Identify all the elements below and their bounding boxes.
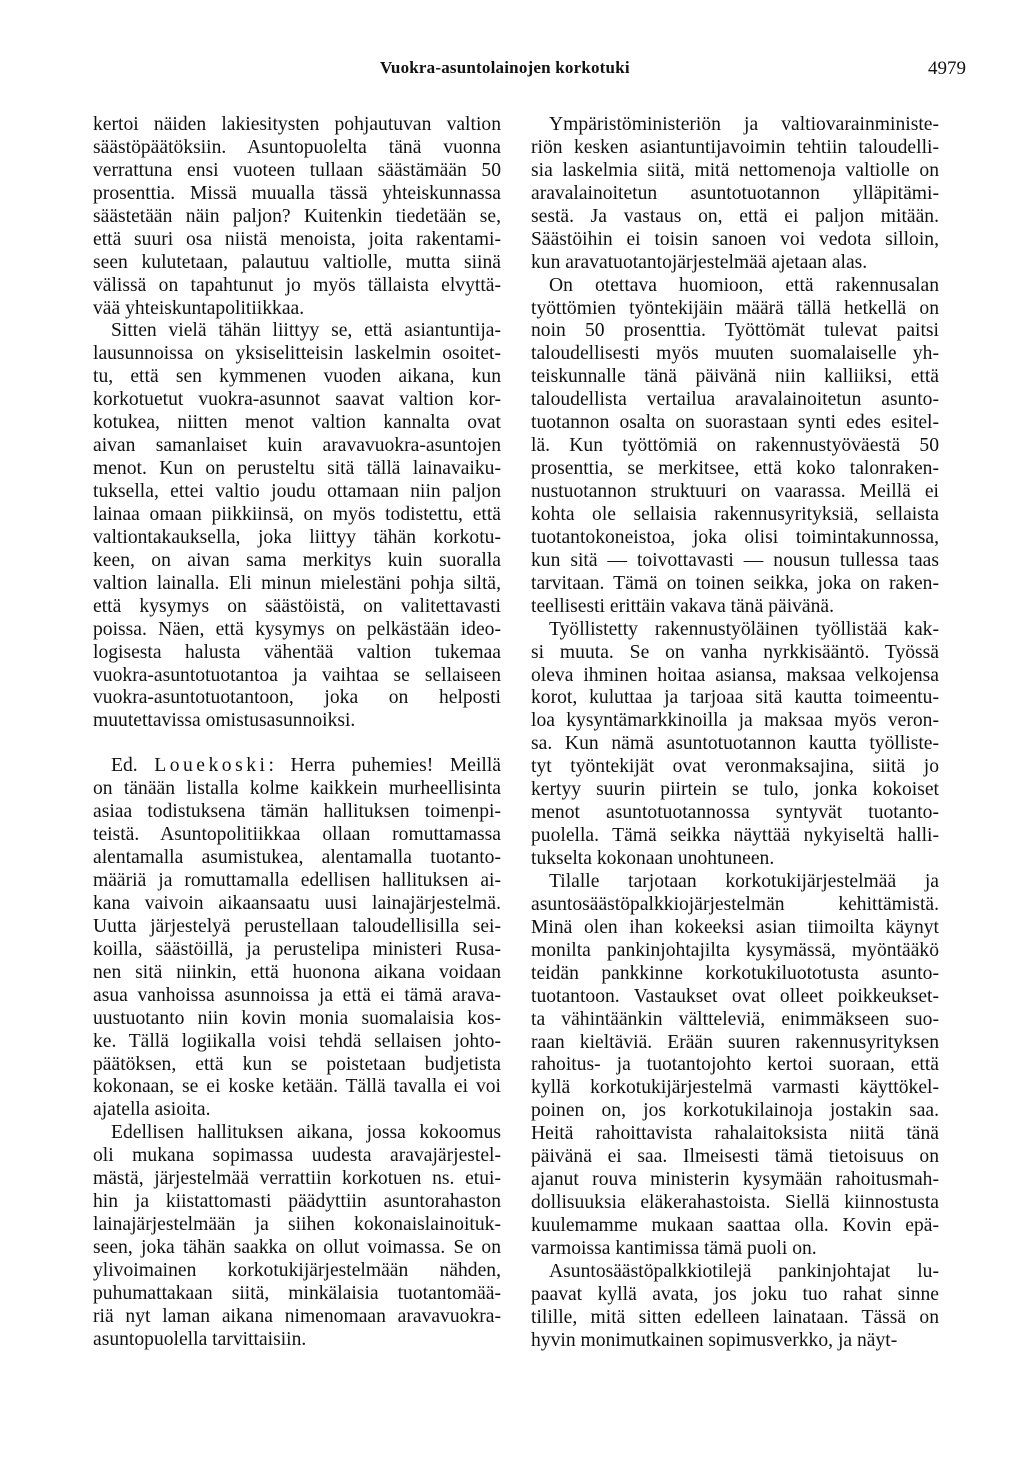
text-line: On otettava huomioon, että rakennusalan <box>549 274 939 296</box>
text-line: sestä. Ja vastaus on, että ei paljon mitään. <box>531 205 939 227</box>
paragraph <box>531 871 939 1261</box>
text-line: teellisesti erittäin vakava tänä päivänä. <box>531 595 835 617</box>
text-line: seen kulutetaan, palautuu valtiolle, mutta siinä <box>93 251 501 273</box>
text-line: tyt työntekijät ovat veronmaksajina, siitä jo <box>531 756 939 778</box>
text-line: seen, joka tähän saakka on ollut voimassa. Se on <box>93 1237 501 1258</box>
text-line: kokonaan, se ei koske ketään. Tällä tavalla ei voi <box>93 1076 501 1098</box>
text-line: teidän pankkinne korkotukiluototusta asunto- <box>531 962 939 984</box>
text-line: poissa. Näen, että kysymys on pelkästään ideo- <box>93 618 501 640</box>
text-line: Minä olen ihan kokeeksi asian tiimoilta käynyt <box>531 916 939 938</box>
text-line: valtion lainalla. Eli minun mielestäni pohja siltä, <box>93 572 501 594</box>
text-line: prosenttia. Missä muualla tässä yhteiskunnassa <box>93 182 501 204</box>
text-line: työttömien työntekijäin määrä tällä hetkellä on <box>531 297 939 319</box>
text-line: vuokra-asuntotuotantoon, joka on helposti <box>93 687 501 709</box>
text-line: Sitten vielä tähän liittyy se, että asiantuntija- <box>111 320 501 342</box>
speaker-opening: : Herra puhemies! Meillä <box>268 755 501 777</box>
text-line: lausunnoissa on yksiselitteisin laskelmin osoitet- <box>93 343 501 365</box>
paragraph <box>93 778 501 1122</box>
text-line: ylivoimainen korkotukijärjestelmään nähden, <box>93 1259 501 1281</box>
text-line: kana vaivoin aikaansaatu uusi lainajärjestelmä. <box>93 892 501 914</box>
left-column <box>93 114 501 1352</box>
text-line: Ympäristöministeriön ja valtiovarainministe- <box>549 114 939 135</box>
text-line: mästä, järjestelmää verrattiin korkotuen ns. etui- <box>93 1168 501 1190</box>
text-line: tarvitaan. Tämä on toinen seikka, joka on raken- <box>531 572 939 594</box>
paragraph-gap <box>93 733 501 755</box>
text-line: puhumattakaan siitä, minkälaisia tuotantomää- <box>93 1282 501 1304</box>
text-line: paavat kyllä avata, jos joku tuo rahat sinne <box>531 1283 939 1305</box>
text-line: prosenttia, se merkitsee, että koko talonraken- <box>531 458 939 480</box>
text-line: säästöpäätöksiin. Asuntopuolelta tänä vuonna <box>93 136 501 158</box>
text-line: logisesta halusta vähentää valtion tukemaa <box>93 641 501 663</box>
text-line: asuntosäästöpalkkiojärjestelmän kehittämistä. <box>531 893 939 915</box>
text-line: lä. Kun työttömiä on rakennustyöväestä 50 <box>531 435 939 457</box>
text-line: kohta ole sellaisia rakennusyrityksiä, sellaista <box>531 503 939 525</box>
text-line: menot asuntotuotannossa syntyvät tuotanto- <box>531 802 939 824</box>
text-line: Edellisen hallituksen aikana, jossa kokoomus <box>111 1122 501 1144</box>
text-line: koilla, säästöillä, ja perustelipa ministeri Rusa- <box>93 938 501 960</box>
text-line: poinen on, jos korkotukilainoja jostakin saa. <box>531 1100 939 1122</box>
text-line: tuksella, ettei valtio joudu ottamaan niin paljon <box>93 481 501 502</box>
text-line: muutettavissa omistusasunnoiksi. <box>93 710 356 732</box>
text-line: Säästöihin ei toisin sanoen voi vedota silloin, <box>531 228 939 250</box>
text-line: asiaa todistuksena tämän hallituksen toimenpi- <box>93 801 501 823</box>
text-line: kyllä korkotukijärjestelmä varmasti käyttökel- <box>531 1077 939 1099</box>
text-line: si muuta. Se on vanha nyrkkisääntö. Työssä <box>531 641 939 663</box>
text-line: kun aravatuotantojärjestelmää ajetaan alas. <box>531 251 868 273</box>
text-line: tuotantokoneistoa, joka olisi toimintakunnossa, <box>531 526 939 548</box>
speaker-intro <box>93 755 501 778</box>
right-column <box>531 114 939 1353</box>
text-line: Uutta järjestelyä perustellaan taloudellisilla sei- <box>93 915 501 937</box>
text-line: kotukea, niitten menot valtion kannalta ovat <box>93 412 501 434</box>
text-line: sa. Kun nämä asuntotuotannon kautta työlliste- <box>531 733 939 755</box>
text-line: Heitä rahoittavista rahalaitoksista niitä tänä <box>531 1123 939 1145</box>
text-line: että kysymys on säästöistä, on valitettavasti <box>93 595 501 617</box>
paragraph <box>531 1261 939 1353</box>
text-line: on tänään listalla kolme kaikkein murheellisinta <box>93 778 501 800</box>
text-line: hin ja kiistattomasti päädyttiin asuntorahaston <box>93 1191 501 1213</box>
paragraph <box>93 114 501 320</box>
text-line: teiskunnalle tänä päivänä niin kalliiksi, että <box>531 366 939 388</box>
text-line: teistä. Asuntopolitiikkaa ollaan romuttamassa <box>93 824 501 846</box>
text-line: tuotantoon. Vastaukset ovat olleet poikkeukset- <box>531 985 939 1007</box>
speaker-prefix: Ed. <box>111 755 138 777</box>
text-line: vää yhteiskuntapolitiikkaa. <box>93 297 305 319</box>
text-line: ajanut rouva ministerin kysymään rahoitusmah- <box>531 1169 939 1191</box>
text-line: aivan samanlaiset kuin aravavuokra-asuntojen <box>93 435 501 457</box>
text-line: kun sitä — toivottavasti — nousun tullessa taas <box>531 549 939 571</box>
text-line: kertyy suurin piirtein se tulo, jonka kokoiset <box>531 779 939 801</box>
text-line: vuokra-asuntotuotantoa ja vaihtaa se sellaiseen <box>93 664 501 686</box>
text-line: hyvin monimutkainen sopimusverkko, ja näyt- <box>531 1329 898 1351</box>
text-line: tukselta kokonaan unohtuneen. <box>531 848 775 869</box>
text-line: päivänä ei saa. Ilmeisesti tämä tietoisuus on <box>531 1146 939 1168</box>
text-line: taloudellisesti myös muuten suomalaiselle yh- <box>531 343 939 365</box>
paragraph <box>531 114 939 275</box>
text-line: sia laskelmia siitä, mitä nettomenoja valtiolle on <box>531 159 939 181</box>
text-line: riä nyt laman aikana nimenomaan aravavuokra- <box>93 1305 501 1327</box>
text-line: ke. Tällä logiikalla voisi tehdä sellaisen johto- <box>93 1030 501 1052</box>
text-line: lainaa omaan piikkiinsä, on myös todistettu, että <box>93 503 501 525</box>
speaker-name: Louekoski <box>154 755 269 777</box>
text-line: rahoitus- ja tuotantojohto kertoi suoraan, että <box>531 1054 939 1076</box>
text-line: välissä on tapahtunut jo myös tällaista elvyttä- <box>93 274 501 296</box>
text-line: ta vähintäänkin vältteleviä, enimmäkseen suo- <box>531 1008 939 1030</box>
paragraph <box>531 275 939 619</box>
text-line: tuotannon osalta on suorastaan synti edes esitel- <box>531 412 939 434</box>
text-line: määriä ja romuttamalla edellisen hallituksen ai- <box>93 870 501 891</box>
text-line: oleva ihminen hoitaa asiansa, maksaa velkojensa <box>531 664 939 686</box>
text-line: nen sitä niinkin, että huonona aikana voidaan <box>93 961 501 983</box>
text-line: taloudellista vertailua aravalainoitetun asunto- <box>531 389 939 411</box>
text-line: monilta pankinjohtajilta kysymässä, myöntääkö <box>531 939 939 961</box>
text-line: menot. Kun on perusteltu sitä tällä lainavaiku- <box>93 458 501 480</box>
text-line: puolella. Tämä seikka näyttää nykyiseltä halli- <box>531 825 939 847</box>
text-line: Asuntosäästöpalkkiotilejä pankinjohtajat lu- <box>549 1260 939 1282</box>
text-line: aravalainoitetun asuntotuotannon ylläpitämi- <box>531 182 939 204</box>
text-line: asuntopuolella tarvittaisiin. <box>93 1328 307 1350</box>
text-line: säästetään näin paljon? Kuitenkin tiedetään se, <box>93 205 501 227</box>
text-line: korot, kuluttaa ja tarjoaa sitä kautta toimeentu- <box>531 687 939 709</box>
text-line: Tilalle tarjotaan korkotukijärjestelmää ja <box>549 870 939 892</box>
text-line: loa kysyntämarkkinoilla ja maksaa myös veron- <box>531 710 939 732</box>
text-line: uustuotanto niin kovin monia suomalaisia kos- <box>93 1007 501 1029</box>
text-line: dollisuuksia eläkerahastoista. Siellä kiinnostusta <box>531 1192 939 1214</box>
text-line: nustuotannon struktuuri on vaarassa. Meillä ei <box>531 481 939 502</box>
text-line: lainajärjestelmään ja siihen kokonaislainoituk- <box>93 1214 501 1236</box>
text-line: varmoissa kantimissa tämä puoli on. <box>531 1237 817 1259</box>
text-line: Työllistetty rakennustyöläinen työllistää kak- <box>549 618 939 640</box>
text-line: riön kesken asiantuntijavoimin tehtiin taloudelli- <box>531 136 939 158</box>
text-line: verrattuna ensi vuoteen tullaan säästämään 50 <box>93 159 501 181</box>
paragraph <box>93 1122 501 1351</box>
text-line: tu, että sen kymmenen vuoden aikana, kun <box>93 366 501 388</box>
text-line: päätöksen, että kun se poistetaan budjetista <box>93 1053 501 1075</box>
text-line: oli mukana sopimassa uudesta aravajärjestel- <box>93 1145 501 1167</box>
text-line: noin 50 prosenttia. Työttömät tulevat paitsi <box>531 320 939 342</box>
text-line: kertoi näiden lakiesitysten pohjautuvan valtion <box>93 114 501 135</box>
speaker-line <box>93 755 501 778</box>
text-line: asua vanhoissa asunnoissa ja että ei tämä arava- <box>93 984 501 1006</box>
text-line: keen, on aivan sama merkitys kuin suoralla <box>93 549 501 571</box>
text-line: valtiontakauksella, joka liittyy tähän korkotu- <box>93 526 501 548</box>
running-head-title: Vuokra-asuntolainojen korkotuki <box>380 58 630 77</box>
text-line: alentamalla asumistukea, alentamalla tuotanto- <box>93 847 501 869</box>
page-number: 4979 <box>928 58 966 79</box>
text-line: tilille, mitä sitten edelleen lainataan. Tässä on <box>531 1306 939 1328</box>
text-line: raan kieltäviä. Erään suuren rakennusyrityksen <box>531 1031 939 1053</box>
paragraph <box>93 320 501 733</box>
paragraph <box>531 619 939 871</box>
text-line: että suuri osa niistä menoista, joita rakentami- <box>93 228 501 250</box>
text-line: kuulemamme mukaan saattaa olla. Kovin epä- <box>531 1215 939 1236</box>
text-line: korkotuetut vuokra-asunnot saavat valtion kor- <box>93 389 501 411</box>
text-line: ajatella asioita. <box>93 1099 211 1121</box>
